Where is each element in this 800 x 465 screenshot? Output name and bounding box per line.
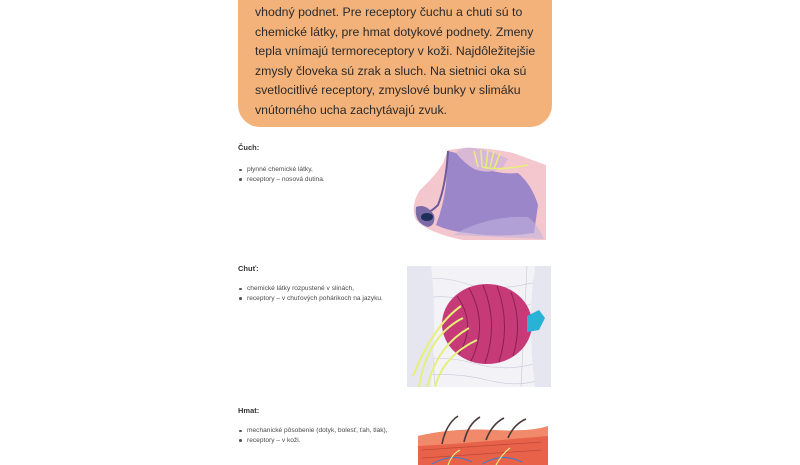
nose-cross-section-illustration (408, 145, 546, 240)
intro-text: vhodný podnet. Pre receptory čuchu a chuti sú to chemické látky, pre hmat dotykové podnety. Zmeny tepla vnímajú termoreceptory v koži. Najdôležitejšie zmysly človeka sú zrak a sluch. Na sietnici oka sú svetlocitlivé receptory, zmyslové bunky v slimáku vnútorného ucha zachytávajú zvuk. (255, 5, 536, 117)
list-item: receptory – v koži. (247, 436, 397, 446)
list-item: receptory – nosová dutina. (247, 175, 397, 185)
intro-box (238, 0, 552, 127)
list-item: receptory – v chuťových pohárikoch na jazyku. (247, 294, 397, 304)
list-item: mechanické pôsobenie (dotyk, bolesť, ťah, tlak), (247, 426, 397, 436)
section-list (238, 165, 397, 184)
section-list (238, 426, 397, 445)
section-list (238, 284, 397, 303)
section-title: Chuť: (238, 264, 259, 273)
list-item: chemické látky rozpustené v slinách, (247, 284, 397, 294)
list-item: plynné chemické látky, (247, 165, 397, 175)
skin-cross-section-illustration (412, 414, 548, 465)
section-title: Čuch: (238, 143, 260, 152)
taste-bud-illustration (407, 266, 551, 387)
section-title: Hmat: (238, 406, 260, 415)
